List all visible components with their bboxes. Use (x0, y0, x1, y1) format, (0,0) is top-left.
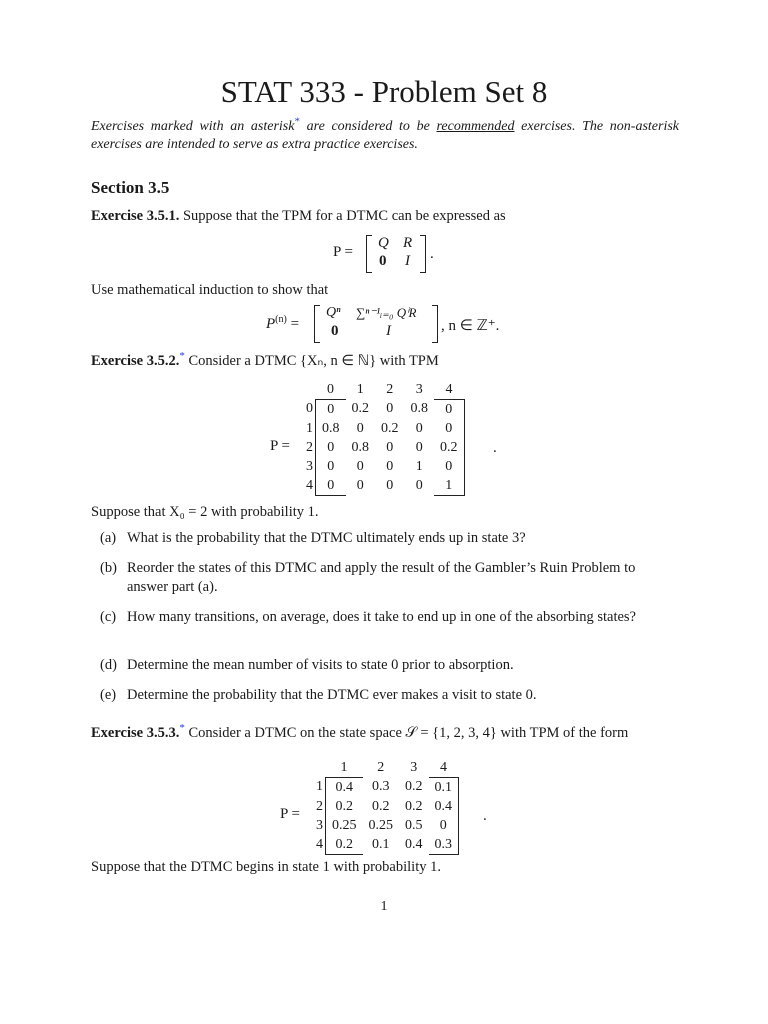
matrix-cell: 0.2 (326, 797, 363, 816)
matrix-cell: 0.2 (434, 438, 464, 457)
block-matrix-pn (314, 305, 438, 343)
matrix-row (300, 457, 464, 476)
initial-condition-text: Suppose that X₀ = 2 with probability 1. (91, 504, 319, 520)
matrix-cell: 0 (316, 438, 346, 457)
matrix-right-bracket (432, 305, 438, 343)
matrix-cell: 0 (356, 458, 364, 474)
intro-text-end: exercises. The non-asterisk exercises are intended to serve as extra practice exercises. (91, 119, 680, 152)
intro-underlined-word: recommended (436, 119, 515, 134)
list-item-label: (b) (100, 560, 117, 576)
matrix-cell-zero: 0 (331, 323, 339, 339)
matrix-cell: 0.4 (405, 836, 423, 852)
tpm-matrix-3-5-2 (300, 380, 465, 496)
row-label: 4 (306, 477, 313, 493)
row-label: 1 (306, 420, 313, 436)
column-label: 1 (356, 381, 364, 397)
matrix-cell: 0.2 (326, 835, 363, 855)
matrix-cell-i: I (386, 323, 391, 339)
list-item-c (100, 608, 678, 646)
matrix-p-lhs: P = (280, 806, 300, 822)
row-label: 2 (306, 439, 313, 455)
exercise-3-5-2-statement (91, 352, 679, 371)
asterisk-marker: * (294, 115, 300, 128)
matrix-row (300, 438, 464, 457)
exercise-text: Suppose that the TPM for a DTMC can be expressed as (179, 208, 506, 224)
equation-domain: , n ∈ ℤ⁺. (441, 318, 500, 334)
matrix-cell: 0 (386, 477, 394, 493)
list-item-label: (d) (100, 657, 117, 673)
matrix-cell-sum: ∑ⁿ⁻¹ᵢ₌₀ QⁱR (356, 305, 417, 320)
matrix-cell: 0.8 (316, 419, 346, 438)
equation-pn-lhs (266, 314, 299, 333)
matrix-cell: 0 (356, 477, 364, 493)
list-item-d (100, 656, 678, 675)
row-label: 0 (306, 401, 313, 417)
matrix-cell: 0.25 (368, 817, 393, 833)
matrix-row (300, 400, 464, 420)
matrix-left-bracket (314, 305, 320, 343)
row-label: 1 (316, 779, 323, 795)
list-item-text: Determine the probability that the DTMC ever makes a visit to state 0. (127, 687, 537, 703)
column-label: 2 (377, 759, 385, 775)
matrix-cell: 0 (386, 401, 394, 417)
matrix-column-header-row (300, 380, 464, 400)
matrix-cell: 0 (415, 477, 423, 493)
section-heading: Section 3.5 (91, 178, 170, 197)
matrix-cell: 0.2 (405, 798, 423, 814)
matrix-cell: 0 (415, 439, 423, 455)
exercise-text: Consider a DTMC {Xₙ, n ∈ ℕ} with TPM (184, 353, 439, 369)
list-item-text: What is the probability that the DTMC ultimately ends up in state 3? (127, 530, 526, 546)
row-label: 2 (316, 798, 323, 814)
exercise-label: Exercise 3.5.1. (91, 208, 180, 224)
matrix-cell: 0.3 (372, 779, 390, 795)
intro-text-middle: are considered to be (299, 119, 437, 134)
matrix-cell: 0.3 (429, 835, 459, 855)
matrix-right-bracket (420, 235, 426, 273)
column-label: 3 (415, 381, 423, 397)
intro-paragraph (91, 115, 680, 154)
pn-equals: = (286, 316, 300, 332)
tpm-matrix-3-5-3 (310, 758, 459, 855)
matrix-cell: 0.4 (326, 778, 363, 798)
exercise-3-5-1-statement (91, 207, 679, 226)
column-label: 0 (327, 381, 334, 397)
list-item-label: (a) (100, 530, 117, 546)
matrix-cell: 0.25 (326, 816, 363, 835)
column-label: 2 (386, 381, 394, 397)
block-matrix-p (366, 235, 426, 273)
page-title: STAT 333 - Problem Set 8 (220, 74, 548, 109)
matrix-cell: 0.4 (429, 797, 459, 816)
list-item-label: (c) (100, 609, 117, 625)
matrix-cell: 0 (386, 439, 394, 455)
list-item-e (100, 686, 678, 705)
matrix-cell: 0 (429, 816, 459, 835)
matrix-row (300, 476, 464, 496)
column-label: 4 (445, 381, 453, 397)
matrix-cell: 0 (316, 400, 346, 420)
induction-instruction: Use mathematical induction to show that (91, 282, 329, 298)
matrix-cell: 0.1 (372, 836, 390, 852)
matrix-row (300, 419, 464, 438)
matrix-cell-i: I (405, 253, 410, 269)
page-number: 1 (380, 899, 388, 914)
matrix-p-lhs: P = (270, 438, 290, 454)
row-label: 3 (316, 817, 323, 833)
asterisk-marker: * (179, 722, 185, 735)
matrix-cell: 0 (434, 419, 464, 438)
row-label: 3 (306, 458, 313, 474)
matrix-row (310, 835, 459, 855)
equation-p-lhs: P = (333, 244, 353, 260)
column-label: 4 (440, 759, 447, 775)
exercise-label: Exercise 3.5.2. (91, 353, 180, 369)
matrix-cell: 0.5 (405, 817, 423, 833)
matrix-cell: 0 (386, 458, 394, 474)
matrix-row (310, 778, 459, 798)
list-item-a (100, 529, 678, 548)
matrix-cell-zero: 0 (379, 253, 387, 269)
pn-symbol: P (266, 316, 276, 332)
list-item-b (100, 559, 678, 597)
pn-superscript: (n) (275, 314, 287, 325)
matrix-cell: 0.2 (372, 798, 390, 814)
matrix-row (310, 797, 459, 816)
matrix-cell: 0.8 (351, 439, 369, 455)
matrix-period: . (483, 808, 487, 824)
matrix-cell: 0 (316, 476, 346, 496)
matrix-period: . (493, 440, 497, 456)
matrix-cell: 0 (356, 420, 364, 436)
column-label: 3 (410, 759, 418, 775)
matrix-cell: 0.2 (405, 779, 423, 795)
matrix-cell-q: Q (378, 235, 389, 251)
matrix-cell: 0 (434, 400, 464, 420)
exercise-3-5-3-statement (91, 724, 679, 743)
asterisk-marker: * (179, 350, 185, 363)
intro-text-start: Exercises marked with an asterisk (91, 119, 295, 134)
matrix-cell: 0 (316, 457, 346, 476)
row-label: 4 (316, 836, 323, 852)
list-item-text: Reorder the states of this DTMC and apply the result of the Gambler’s Ruin Problem to answer part (a). (127, 560, 636, 595)
matrix-cell-r: R (403, 235, 413, 251)
matrix-cell: 0.8 (410, 401, 428, 417)
matrix-cell: 0.1 (429, 778, 459, 798)
list-item-text: How many transitions, on average, does it take to end up in one of the absorbing states? (127, 609, 636, 625)
matrix-cell: 0 (415, 420, 423, 436)
matrix-column-header-row (310, 758, 459, 778)
equation-period: . (430, 246, 434, 262)
list-item-label: (e) (100, 687, 117, 703)
list-item-text: Determine the mean number of visits to state 0 prior to absorption. (127, 657, 514, 673)
matrix-cell: 0.2 (351, 401, 369, 417)
column-label: 1 (340, 759, 348, 775)
exercise-text: Consider a DTMC on the state space 𝒮 = {1, 2, 3, 4} with TPM of the form (184, 725, 629, 741)
matrix-left-bracket (366, 235, 372, 273)
matrix-cell: 0.2 (381, 420, 399, 436)
matrix-row (310, 816, 459, 835)
start-condition-text: Suppose that the DTMC begins in state 1 with probability 1. (91, 859, 441, 875)
matrix-cell: 0 (434, 457, 464, 476)
matrix-cell: 1 (434, 476, 464, 496)
matrix-cell-qn: Qⁿ (326, 305, 341, 320)
matrix-cell: 1 (415, 458, 423, 474)
exercise-label: Exercise 3.5.3. (91, 725, 180, 741)
